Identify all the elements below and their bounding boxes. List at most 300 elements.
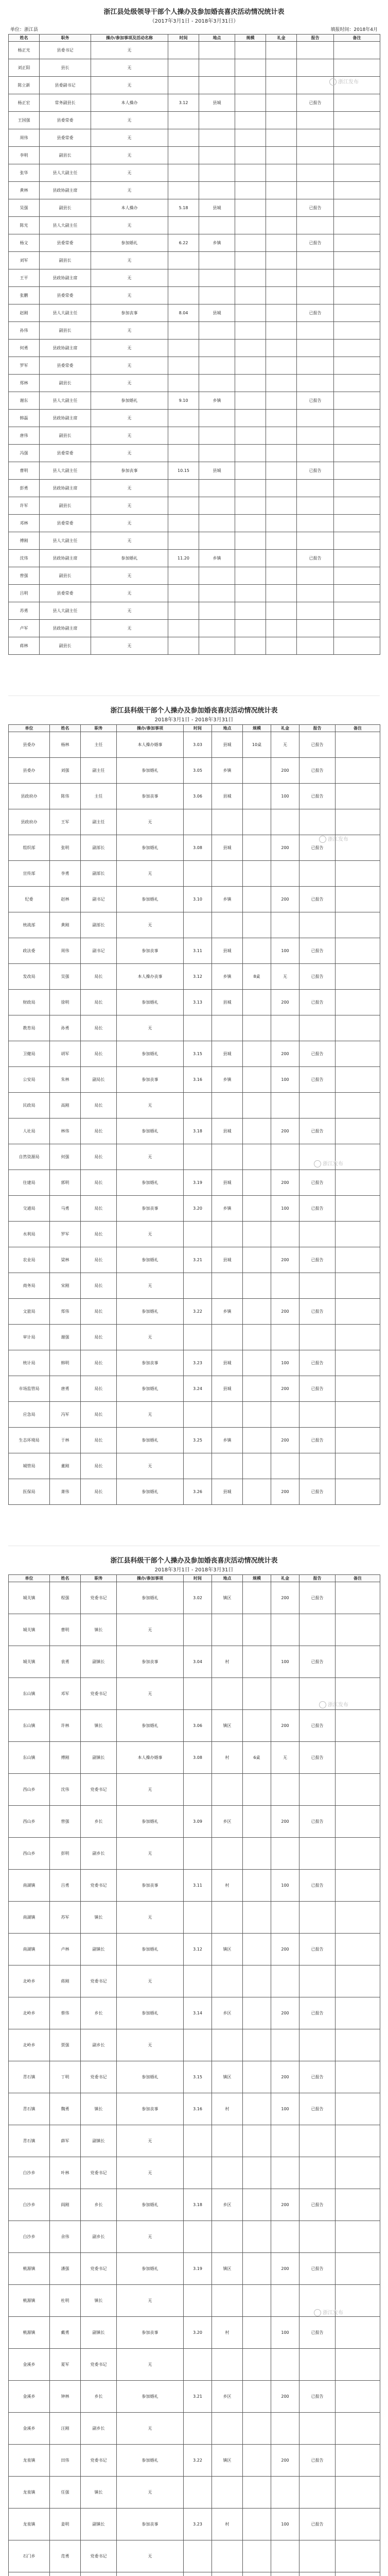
table-row [9, 1299, 380, 1325]
table-row [9, 990, 380, 1015]
table-cell [168, 410, 199, 427]
table-cell [297, 147, 334, 164]
date-label: 填报时间：2018年4月 [330, 27, 378, 32]
table-cell [297, 77, 334, 94]
table-cell [266, 567, 297, 585]
table-cell [297, 375, 334, 392]
column-header: 报告 [297, 35, 334, 42]
table-cell: 范勇 [50, 2540, 81, 2572]
table-cell [168, 585, 199, 602]
table-cell: 已报告 [299, 1247, 336, 1273]
table-cell: 南湖镇 [9, 1870, 50, 1902]
table-cell [243, 2509, 271, 2540]
table-cell: 已报告 [297, 462, 334, 480]
table-cell [184, 2221, 212, 2253]
table-cell [299, 2125, 336, 2157]
table-cell [243, 1144, 271, 1170]
table-cell: 副镇长 [81, 2317, 117, 2349]
table-cell: 无 [117, 1614, 184, 1646]
table-cell: 无 [91, 445, 168, 462]
table-cell: 无 [271, 732, 299, 758]
table-cell [235, 340, 266, 357]
table-cell: 参加丧事 [91, 304, 168, 322]
table-cell: 吕勇 [50, 1870, 81, 1902]
section-department-level [8, 706, 380, 1505]
table-cell [243, 1247, 271, 1273]
table-cell [271, 1678, 299, 1710]
table-cell [334, 234, 380, 252]
table-cell [336, 1428, 380, 1453]
table-cell: 罗军 [50, 1222, 81, 1247]
table-cell [271, 2029, 299, 2061]
column-header: 操办/参加事项 [117, 725, 184, 732]
table-cell: 副镇长 [81, 1646, 117, 1678]
table-row [9, 129, 380, 147]
table-cell: 200 [271, 1806, 299, 1838]
table-cell: 苏勇 [9, 602, 40, 620]
table-cell: 东山镇 [9, 1710, 50, 1742]
table-cell: 县委常委 [40, 129, 91, 147]
table-row [9, 732, 380, 758]
table-cell [235, 427, 266, 445]
column-header: 操办/参加事项及活动名称 [91, 35, 168, 42]
table-cell: 县城 [212, 938, 243, 964]
table-cell: 副县长 [40, 252, 91, 269]
table-cell [243, 1965, 271, 1997]
table-cell: 罗军 [9, 357, 40, 375]
table-cell [334, 199, 380, 217]
table-cell: 参加婚礼 [91, 392, 168, 410]
table-cell: 200 [271, 2189, 299, 2221]
table-cell [235, 515, 266, 532]
table-cell [243, 1774, 271, 1806]
table-cell: 副县长 [40, 147, 91, 164]
table-row [9, 809, 380, 835]
table-cell [336, 1479, 380, 1505]
table-cell: 已报告 [299, 938, 336, 964]
table-cell [243, 2572, 271, 2576]
column-header: 备注 [336, 725, 380, 732]
table-cell: 无 [91, 532, 168, 550]
table-row [9, 1774, 380, 1806]
table-cell: 200 [271, 1428, 299, 1453]
table-cell [212, 1325, 243, 1350]
table-cell: 乡长 [81, 2189, 117, 2221]
table-row [9, 2029, 380, 2061]
table-cell [243, 2253, 271, 2285]
table-cell [243, 1118, 271, 1144]
table-cell [299, 1402, 336, 1428]
table-cell [243, 1806, 271, 1838]
table-cell [235, 497, 266, 515]
table-cell [184, 1774, 212, 1806]
table-cell [297, 287, 334, 304]
table-cell [212, 912, 243, 938]
table-cell [271, 1093, 299, 1118]
table-row [9, 912, 380, 938]
table-cell: 村 [212, 2509, 243, 2540]
table-row [9, 287, 380, 304]
table-cell: 党委书记 [81, 2349, 117, 2381]
table-cell [299, 1093, 336, 1118]
table-cell: 钟林 [50, 2381, 81, 2413]
table-cell [336, 1582, 380, 1614]
table-cell [334, 375, 380, 392]
table-cell [168, 532, 199, 550]
table-cell: 宋刚 [50, 1273, 81, 1299]
column-header: 地点 [212, 1575, 243, 1582]
table-cell: 村 [212, 1870, 243, 1902]
table-cell: 本人操办 [91, 199, 168, 217]
table-cell [334, 340, 380, 357]
table-cell: 生态环境局 [9, 1428, 50, 1453]
table-cell [266, 164, 297, 182]
table-row [9, 620, 380, 637]
table-cell [266, 129, 297, 147]
table-cell [297, 217, 334, 234]
table-cell: 200 [271, 835, 299, 861]
table-cell [299, 861, 336, 887]
table-row [9, 375, 380, 392]
table-cell [235, 217, 266, 234]
table-cell: 副部长 [81, 861, 117, 887]
table-cell: 无 [117, 809, 184, 835]
table-cell: 县委常委 [40, 234, 91, 252]
table-cell [299, 2157, 336, 2189]
table-cell: 村 [212, 2317, 243, 2349]
table-cell [212, 809, 243, 835]
table-cell [334, 287, 380, 304]
table-cell: 参加婚礼 [117, 1997, 184, 2029]
table-cell [235, 480, 266, 497]
table-cell: 100 [271, 2509, 299, 2540]
table-cell [199, 147, 235, 164]
table-cell [336, 2189, 380, 2221]
table-cell [243, 2349, 271, 2381]
table-cell: 无 [117, 1325, 184, 1350]
table-cell: 本人操办 [91, 94, 168, 112]
table-cell [334, 637, 380, 655]
table-cell: 参加婚礼 [117, 2061, 184, 2093]
table-cell [235, 620, 266, 637]
table-cell: 黄刚 [50, 912, 81, 938]
table-cell [266, 94, 297, 112]
column-header: 地点 [212, 725, 243, 732]
table-cell [336, 1646, 380, 1678]
table-cell: 参加婚礼 [117, 835, 184, 861]
table-cell [266, 357, 297, 375]
table-cell [212, 2349, 243, 2381]
table-row [9, 1453, 380, 1479]
table-cell: 参加婚礼 [117, 990, 184, 1015]
table-cell [271, 1144, 299, 1170]
table-cell [199, 532, 235, 550]
watermark: 浙江发布 [314, 1159, 343, 1167]
table-cell [212, 2029, 243, 2061]
table-cell: 已报告 [297, 550, 334, 567]
table-cell: 余伟 [50, 2221, 81, 2253]
table-cell [199, 357, 235, 375]
column-header: 报告 [299, 725, 336, 732]
table-cell [266, 585, 297, 602]
table-cell: 副县长 [40, 199, 91, 217]
table-cell [243, 2061, 271, 2093]
table-cell: 100 [271, 1067, 299, 1093]
table-cell [235, 567, 266, 585]
table-cell: 文旅局 [9, 1299, 50, 1325]
table-cell: 农业局 [9, 1247, 50, 1273]
table-cell: 龙泉镇 [9, 2477, 50, 2509]
table-cell: 无 [117, 1838, 184, 1870]
table-row [9, 758, 380, 784]
table-cell [243, 1015, 271, 1041]
table-cell: 3.16 [184, 1067, 212, 1093]
table-cell [297, 532, 334, 550]
section1-meta [8, 26, 380, 34]
table-cell: 局长 [81, 964, 117, 990]
table-cell: 主任 [81, 732, 117, 758]
table-cell: 3.26 [184, 1479, 212, 1505]
column-header: 礼金 [271, 725, 299, 732]
table-cell: 杜明 [50, 2285, 81, 2317]
table-cell: 3.21 [184, 1247, 212, 1273]
table-cell [212, 2413, 243, 2445]
table-cell [235, 304, 266, 322]
table-cell [271, 1774, 299, 1806]
table-cell: 参加丧事 [117, 2093, 184, 2125]
table-cell: 许林 [50, 1710, 81, 1742]
table-cell: 无 [117, 1774, 184, 1806]
table-cell [235, 42, 266, 59]
table-cell: 200 [271, 1118, 299, 1144]
table-cell: 桃源镇 [9, 2285, 50, 2317]
table-cell [184, 1144, 212, 1170]
table-cell [168, 112, 199, 129]
table-cell: 村 [212, 1742, 243, 1774]
table-cell: 党委书记 [81, 2253, 117, 2285]
table-row [9, 2381, 380, 2413]
column-header: 规模 [243, 725, 271, 732]
table-row [9, 1376, 380, 1402]
table-cell [266, 322, 297, 340]
table-cell: 参加婚礼 [117, 1170, 184, 1196]
table-cell: 县城 [212, 1170, 243, 1196]
table-cell: 曾强 [50, 1806, 81, 1838]
table-cell: 3.19 [184, 1170, 212, 1196]
table-cell: 党委书记 [81, 1774, 117, 1806]
table-cell: 杨正光 [9, 42, 40, 59]
table-cell [184, 1015, 212, 1041]
table-cell [297, 357, 334, 375]
table-row [9, 1614, 380, 1646]
table-cell: 3.18 [184, 2189, 212, 2221]
table-cell [199, 620, 235, 637]
table-row [9, 2572, 380, 2576]
table-row [9, 497, 380, 515]
table-cell [168, 59, 199, 77]
table-cell [297, 585, 334, 602]
table-cell: 东山镇 [9, 1742, 50, 1774]
table-cell [243, 1222, 271, 1247]
table-cell: 副主任 [81, 809, 117, 835]
table-cell [235, 287, 266, 304]
table-cell: 无 [117, 2477, 184, 2509]
table-cell [334, 410, 380, 427]
column-header: 备注 [334, 35, 380, 42]
table-cell: 乡镇 [212, 1428, 243, 1453]
table-cell: 县政协副主席 [40, 620, 91, 637]
table-cell: 任强 [50, 2477, 81, 2509]
table-cell [336, 2317, 380, 2349]
table-cell [199, 59, 235, 77]
table-cell [336, 1965, 380, 1997]
table-cell [243, 2125, 271, 2157]
table-cell [243, 1041, 271, 1067]
table-cell: 已报告 [299, 964, 336, 990]
table-row [9, 427, 380, 445]
table-cell [266, 217, 297, 234]
table-cell: 镇长 [81, 2285, 117, 2317]
table-cell: 县城 [212, 1479, 243, 1505]
table-cell [212, 1838, 243, 1870]
table-cell: 金溪乡 [9, 2381, 50, 2413]
table-cell [168, 515, 199, 532]
section1-subtitle: （2017年3月1日 - 2018年3月31日） [149, 19, 239, 24]
table-cell: 交通局 [9, 1196, 50, 1222]
table-cell: 纪委 [9, 887, 50, 912]
table-cell: 组织部 [9, 835, 50, 861]
table-cell [168, 322, 199, 340]
table-cell [297, 42, 334, 59]
table-cell [235, 147, 266, 164]
table-cell [168, 77, 199, 94]
table-cell: 副县长 [40, 375, 91, 392]
table-cell [336, 1325, 380, 1350]
table-cell: 已报告 [299, 1934, 336, 1965]
table-cell [243, 2157, 271, 2189]
table-cell [243, 1614, 271, 1646]
table-cell: 3.12 [184, 964, 212, 990]
table-cell: 镇区 [212, 1934, 243, 1965]
table-cell [299, 1222, 336, 1247]
table-cell [336, 1170, 380, 1196]
table-cell: 参加婚礼 [117, 1479, 184, 1505]
table-cell: 王平 [9, 269, 40, 287]
table-cell [336, 2093, 380, 2125]
table-cell [266, 252, 297, 269]
table-cell [299, 1965, 336, 1997]
table-cell [297, 164, 334, 182]
table-cell: 参加婚礼 [117, 758, 184, 784]
table-row [9, 1479, 380, 1505]
table-cell: 县委常委 [40, 515, 91, 532]
table-cell: 无 [117, 1902, 184, 1934]
table-cell: 参加丧事 [117, 1646, 184, 1678]
table-cell [235, 234, 266, 252]
table-cell [168, 340, 199, 357]
table-cell: 6桌 [243, 1742, 271, 1774]
table-cell: 参加婚礼 [91, 550, 168, 567]
table-cell: 杨文 [9, 234, 40, 252]
table-cell: 局长 [81, 1479, 117, 1505]
table-cell [243, 1934, 271, 1965]
table-cell: 无 [91, 269, 168, 287]
column-header: 职务 [81, 1575, 117, 1582]
table-cell: 无 [91, 182, 168, 199]
table-cell [334, 585, 380, 602]
table-cell: 局长 [81, 1041, 117, 1067]
table-cell [299, 2413, 336, 2445]
table-cell: 刘正阳 [9, 59, 40, 77]
table-cell [297, 410, 334, 427]
table-cell: 白沙乡 [9, 2189, 50, 2221]
table-cell [266, 637, 297, 655]
table-cell [266, 340, 297, 357]
table-row [9, 322, 380, 340]
table-cell: 已报告 [299, 1067, 336, 1093]
table-cell: 乡区 [212, 1806, 243, 1838]
table-cell: 无 [91, 340, 168, 357]
table-cell [336, 1273, 380, 1299]
table-cell: 无 [91, 147, 168, 164]
table-cell: 薛军 [50, 2125, 81, 2157]
section-county-level [8, 7, 380, 655]
table-row [9, 164, 380, 182]
table-cell [199, 602, 235, 620]
table-cell: 参加婚礼 [117, 2253, 184, 2285]
table-cell: 已报告 [299, 1376, 336, 1402]
table-cell: 刘强 [50, 758, 81, 784]
table-row [9, 1582, 380, 1614]
table-cell: 无 [117, 1222, 184, 1247]
table-cell: 无 [91, 42, 168, 59]
table-cell [297, 59, 334, 77]
table-cell: 本人操办丧事 [117, 964, 184, 990]
table-cell: 马勇 [50, 1196, 81, 1222]
table-cell: 冯军 [50, 1402, 81, 1428]
table-cell: 镇长 [81, 2093, 117, 2125]
table-cell [243, 1273, 271, 1299]
table-cell [212, 2221, 243, 2253]
table-cell [334, 497, 380, 515]
table-cell: 参加婚礼 [117, 1118, 184, 1144]
table-cell: 董刚 [50, 1453, 81, 1479]
section1-title: 浙江县处级领导干部个人操办及参加婚丧喜庆活动情况统计表 [103, 8, 285, 16]
table-cell: 县人大副主任 [40, 602, 91, 620]
table-cell [336, 887, 380, 912]
table-cell [266, 602, 297, 620]
table-cell: 200 [271, 1997, 299, 2029]
table-cell [271, 2413, 299, 2445]
table-cell [184, 1453, 212, 1479]
table-cell: 王军 [50, 809, 81, 835]
table-cell: 曹明 [9, 462, 40, 480]
table-cell: 参加婚礼 [117, 1299, 184, 1325]
table-cell [212, 861, 243, 887]
table-cell [243, 1067, 271, 1093]
table-cell: 无 [91, 620, 168, 637]
table-cell: 200 [271, 1041, 299, 1067]
table-cell: 200 [271, 1299, 299, 1325]
table-cell [266, 462, 297, 480]
table-cell [168, 567, 199, 585]
table-row [9, 2317, 380, 2349]
table-cell: 3.23 [184, 2509, 212, 2540]
table-cell [168, 375, 199, 392]
table-cell [235, 602, 266, 620]
table-cell: 县城 [212, 1247, 243, 1273]
table-cell: 3.05 [184, 758, 212, 784]
